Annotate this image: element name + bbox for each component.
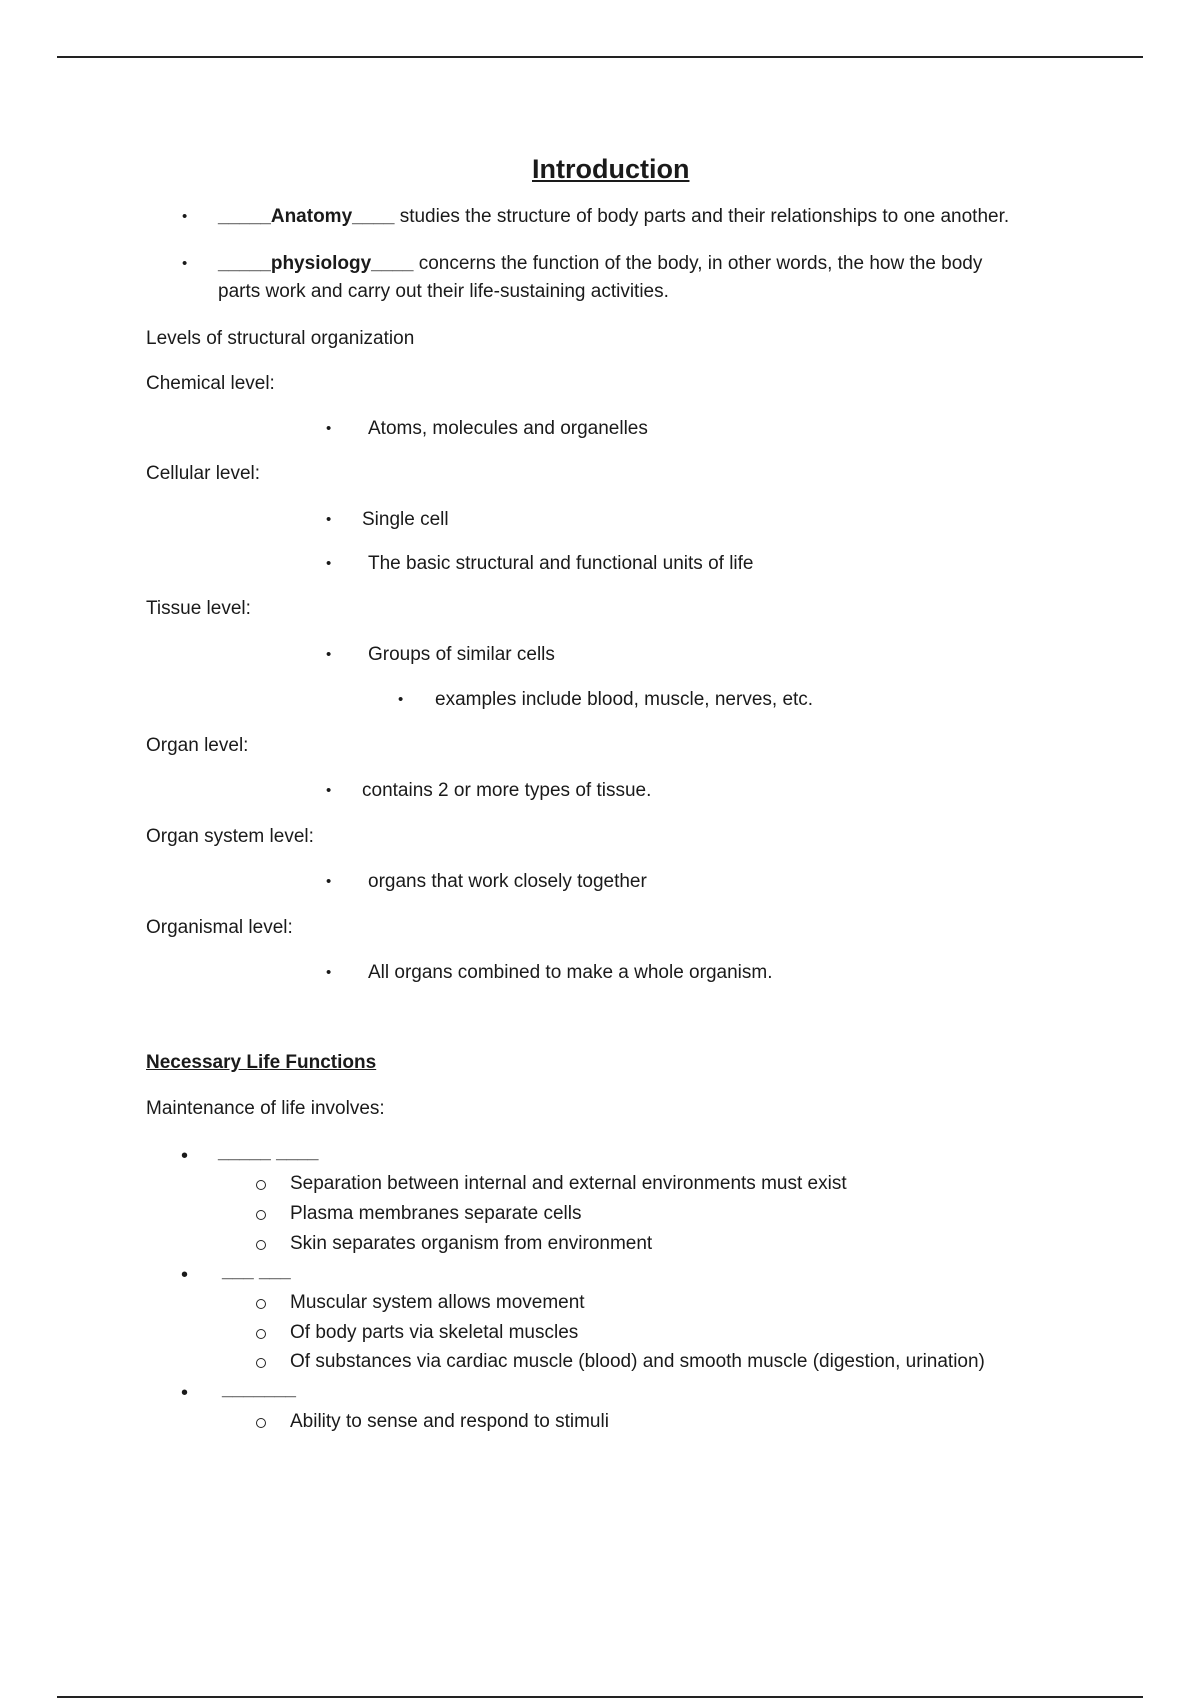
circle-bullet: [256, 1240, 266, 1250]
life-function-item: Plasma membranes separate cells: [290, 1203, 582, 1224]
bullet: •: [326, 555, 332, 572]
life-function-item: Of body parts via skeletal muscles: [290, 1322, 579, 1343]
life-function-item: Of substances via cardiac muscle (blood) and smooth muscle (digestion, urination): [290, 1351, 985, 1372]
blank-post: ____: [371, 253, 414, 274]
organismal-item: All organs combined to make a whole organism.: [368, 962, 773, 983]
life-function-item: Ability to sense and respond to stimuli: [290, 1411, 609, 1432]
tissue-item: Groups of similar cells: [368, 644, 555, 665]
bullet: •: [326, 782, 332, 799]
life-function-item: Separation between internal and external environments must exist: [290, 1173, 847, 1194]
organismal-level-label: Organismal level:: [146, 917, 293, 938]
term-physiology: physiology: [270, 253, 372, 274]
levels-heading: Levels of structural organization: [146, 328, 415, 349]
life-functions-intro: Maintenance of life involves:: [146, 1098, 385, 1119]
cellular-item: The basic structural and functional units of life: [368, 553, 754, 574]
bullet: •: [181, 1382, 189, 1404]
top-rule: [57, 56, 1143, 58]
bullet: •: [326, 646, 332, 663]
chemical-item: Atoms, molecules and organelles: [368, 418, 648, 439]
organ-level-label: Organ level:: [146, 735, 249, 756]
bottom-rule: [57, 1696, 1143, 1698]
circle-bullet: [256, 1180, 266, 1190]
organ-item: contains 2 or more types of tissue.: [362, 780, 652, 801]
blank-post: ____: [352, 206, 395, 227]
chemical-level-label: Chemical level:: [146, 373, 275, 394]
bullet: •: [326, 511, 332, 528]
circle-bullet: [256, 1358, 266, 1368]
bullet: •: [181, 1145, 189, 1167]
bullet: •: [398, 691, 404, 708]
term-anatomy: Anatomy: [270, 206, 353, 227]
definition-anatomy: [218, 205, 1009, 229]
blank-group-2: ___ ___: [222, 1261, 291, 1282]
circle-bullet: [256, 1210, 266, 1220]
bullet: •: [326, 964, 332, 981]
definition-text: concerns the function of the body, in other words, the how the body: [413, 253, 983, 274]
circle-bullet: [256, 1299, 266, 1309]
blank-group-3: _______: [222, 1379, 296, 1400]
blank-pre: _____: [218, 206, 271, 227]
tissue-level-label: Tissue level:: [146, 598, 251, 619]
definition-text: studies the structure of body parts and their relationships to one another.: [394, 206, 1010, 227]
organ-system-level-label: Organ system level:: [146, 826, 314, 847]
cellular-item: Single cell: [362, 509, 449, 530]
page-title: Introduction: [532, 154, 690, 184]
blank-group-1: _____ ____: [218, 1142, 319, 1163]
tissue-sub-item: examples include blood, muscle, nerves, etc.: [435, 689, 814, 710]
organ-system-item: organs that work closely together: [368, 871, 647, 892]
life-functions-heading: Necessary Life Functions: [146, 1052, 377, 1073]
blank-pre: _____: [218, 253, 271, 274]
bullet: •: [182, 255, 188, 272]
life-function-item: Muscular system allows movement: [290, 1292, 585, 1313]
circle-bullet: [256, 1329, 266, 1339]
circle-bullet: [256, 1418, 266, 1428]
bullet: •: [326, 873, 332, 890]
definition-physiology: [218, 252, 982, 276]
bullet: •: [182, 208, 188, 225]
bullet: •: [326, 420, 332, 437]
definition-physiology-line2: parts work and carry out their life-sustaining activities.: [218, 281, 669, 302]
bullet: •: [181, 1264, 189, 1286]
cellular-level-label: Cellular level:: [146, 463, 261, 484]
life-function-item: Skin separates organism from environment: [290, 1233, 653, 1254]
